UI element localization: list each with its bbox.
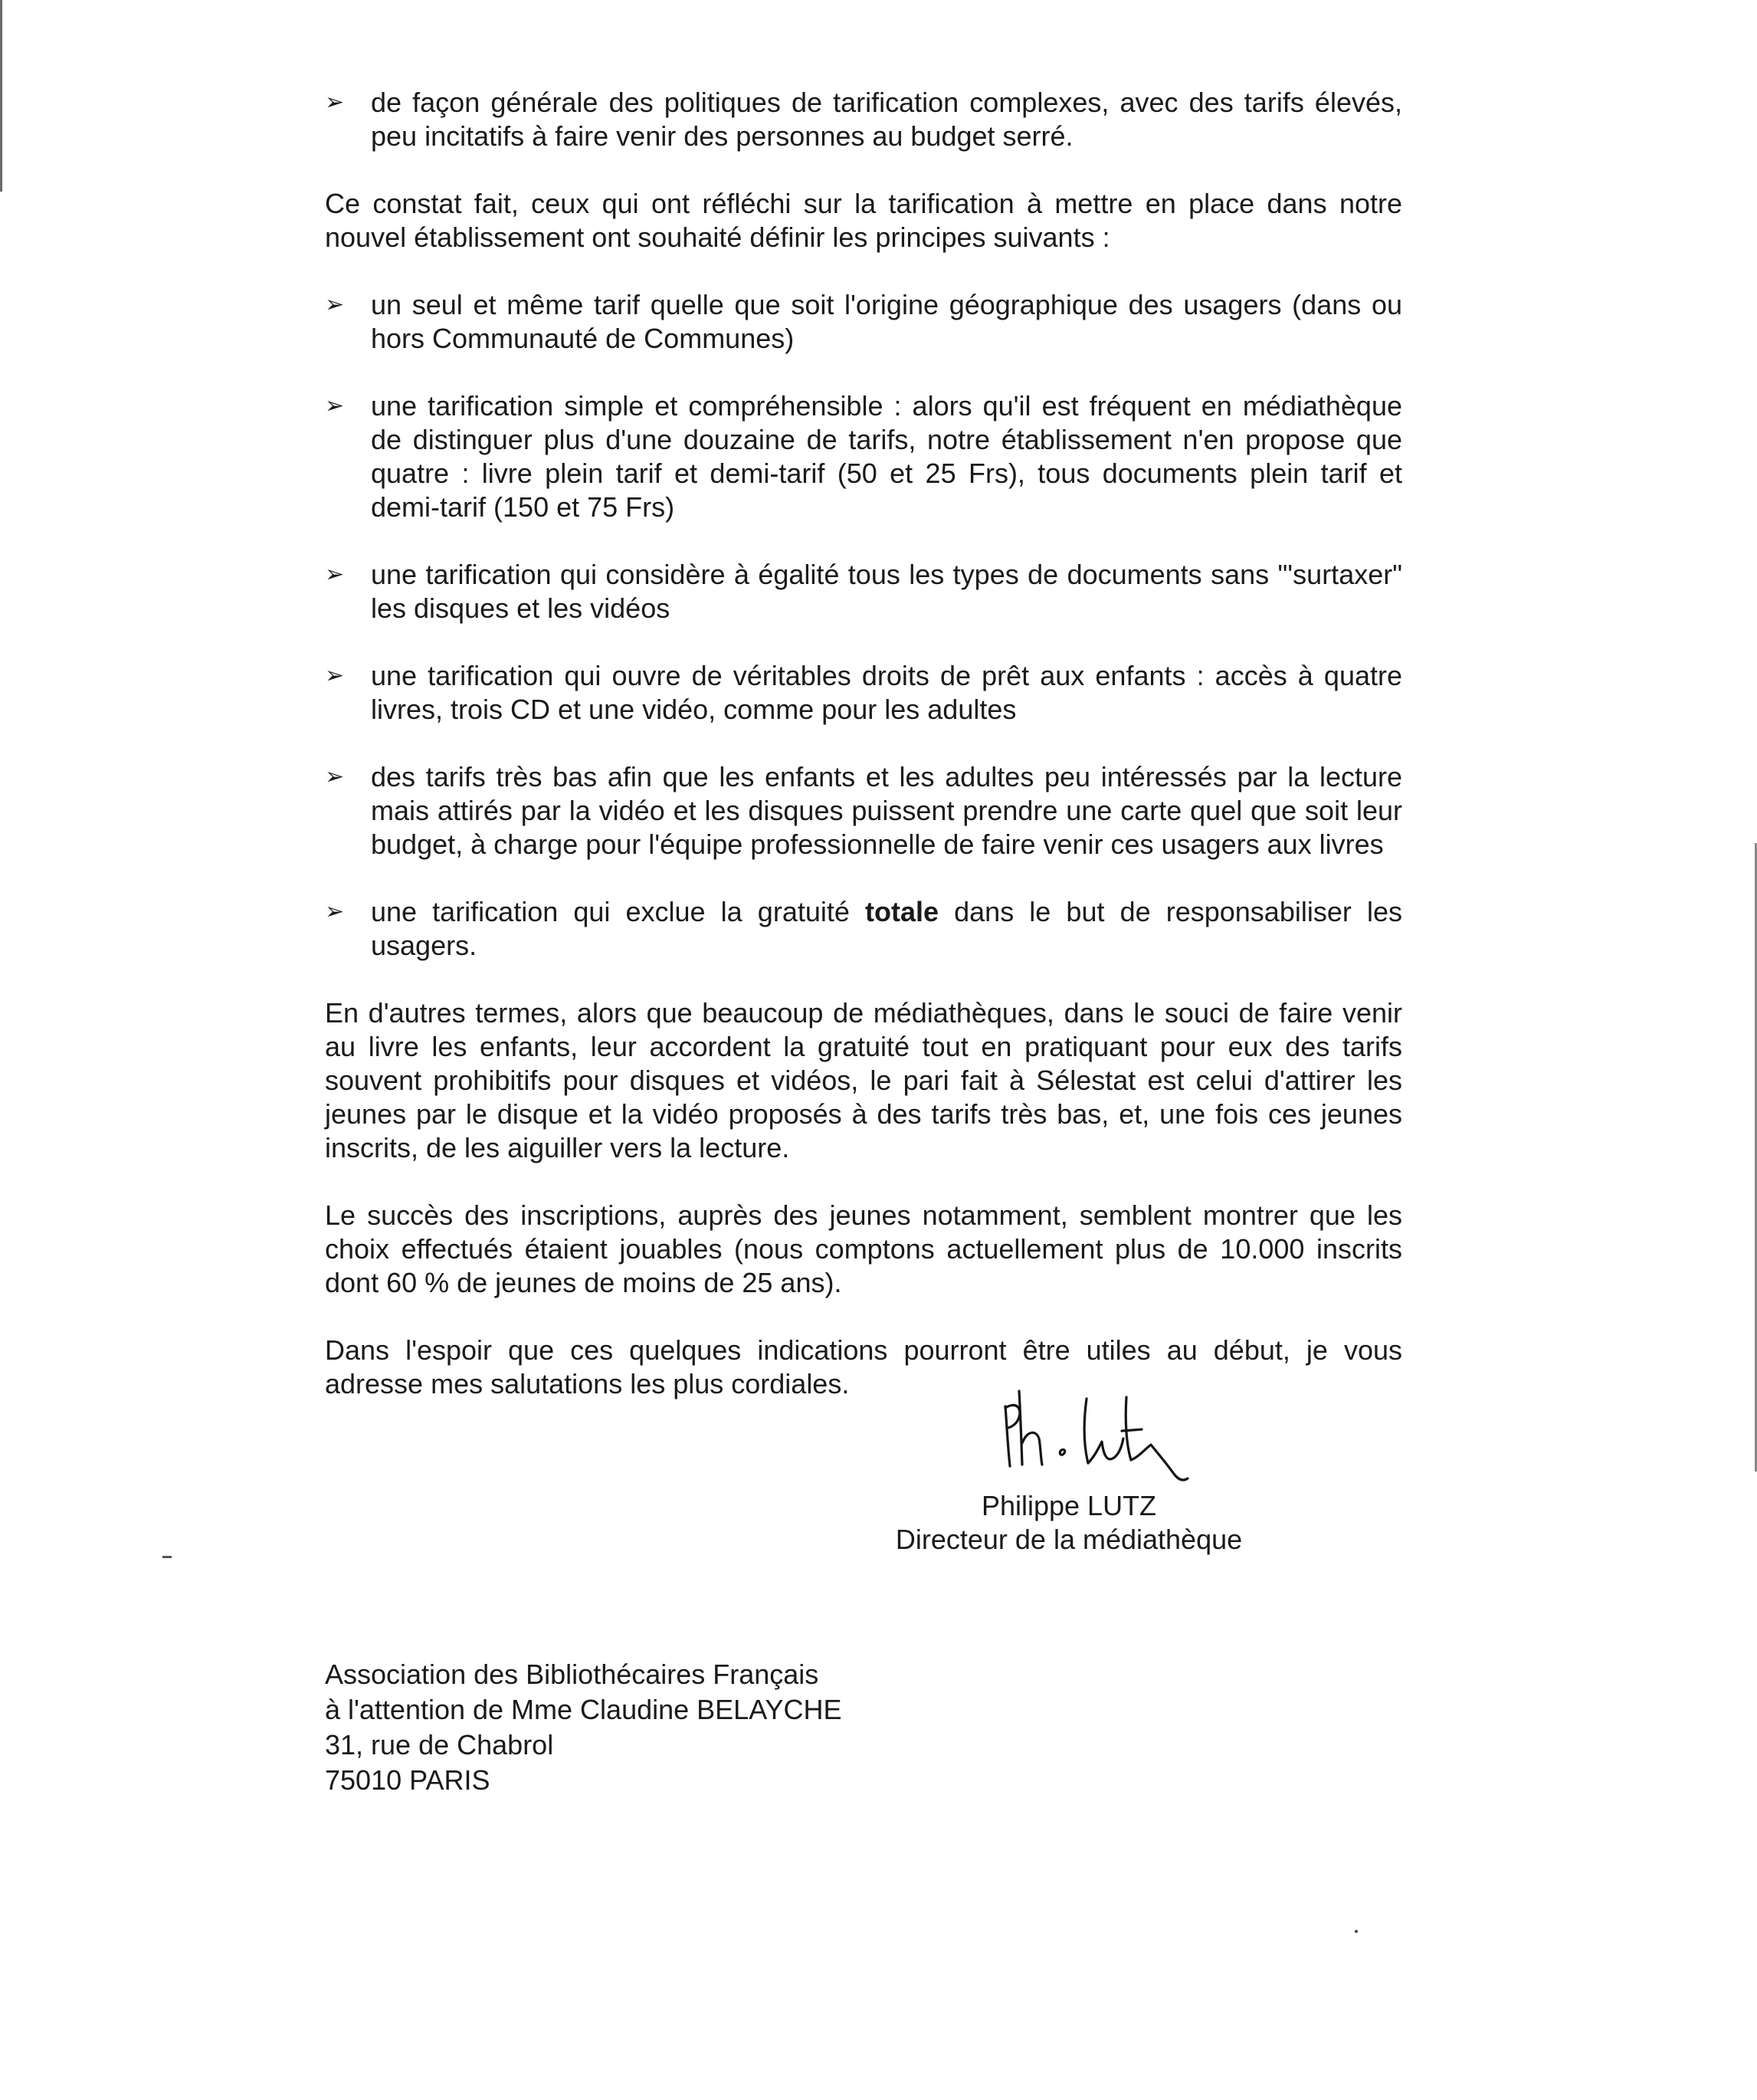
- principle-item: [325, 760, 1402, 861]
- principle-item: [325, 659, 1402, 727]
- arrow-bullet-icon: ➢: [325, 393, 345, 418]
- address-line: 31, rue de Chabrol: [325, 1729, 554, 1760]
- principle-text: une tarification simple et compréhensible : alors qu'il est fréquent en médiathèque de distinguer plus d'une douzaine de tarifs, notre établissement n'en propose que quatre : livre plein tarif et demi-tarif (50 et 25 Frs), tous documents plein tarif et demi-tarif (150 et 75 Frs): [371, 390, 1402, 523]
- body-paragraph: En d'autres termes, alors que beaucoup de médiathèques, dans le souci de faire venir au livre les enfants, leur accordent la gratuité tout en pratiquant pour eux des tarifs souvent prohibitifs pour disques et vidéos, le pari fait à Sélestat est celui d'attirer les jeunes par le disque et la vidéo proposés à des tarifs très bas, et, une fois ces jeunes inscrits, de les aiguiller vers la lecture.: [325, 997, 1402, 1163]
- arrow-bullet-icon: ➢: [325, 899, 345, 924]
- intro-paragraph: Ce constat fait, ceux qui ont réfléchi sur la tarification à mettre en place dans notre nouvel établissement ont souhaité définir les principes suivants :: [325, 188, 1402, 253]
- arrow-bullet-icon: ➢: [325, 562, 345, 587]
- address-line: 75010 PARIS: [325, 1764, 490, 1796]
- arrow-bullet-icon: ➢: [325, 90, 345, 115]
- principle-item: [325, 389, 1402, 524]
- principle-text-end: dans le but de responsabiliser les usagers.: [371, 896, 1402, 961]
- principle-text: des tarifs très bas afin que les enfants et les adultes peu intéressés par la lecture mais attirés par la vidéo et les disques puissent prendre une carte quel que soit leur budget, à charge pour l'équipe professionnelle de faire venir ces usagers aux livres: [371, 761, 1402, 860]
- handwritten-signature: [996, 1383, 1192, 1483]
- address-line: à l'attention de Mme Claudine BELAYCHE: [325, 1694, 842, 1725]
- body-paragraph: Le succès des inscriptions, auprès des jeunes notamment, semblent montrer que les choix effectués étaient jouables (nous comptons actuellement plus de 10.000 inscrits dont 60 % de jeunes de moins de 25 ans).: [325, 1199, 1402, 1298]
- letter-body: [325, 86, 1402, 1401]
- signature-block: [889, 1489, 1249, 1557]
- principle-item: [325, 558, 1402, 625]
- recipient-address: [325, 1657, 1015, 1798]
- bullet-text: de façon générale des politiques de tarification complexes, avec des tarifs élevés, peu incitatifs à faire venir des personnes au budget serré.: [371, 87, 1402, 152]
- principle-item: [325, 895, 1402, 963]
- arrow-bullet-icon: ➢: [325, 764, 345, 789]
- principle-text: une tarification qui considère à égalité tous les types de documents sans "'surtaxer" les disques et les vidéos: [371, 559, 1402, 624]
- principle-text: [371, 896, 1402, 961]
- address-line: Association des Bibliothécaires Français: [325, 1659, 819, 1690]
- principle-text: un seul et même tarif quelle que soit l'origine géographique des usagers (dans ou hors Communauté de Communes): [371, 289, 1402, 354]
- bullet-item: [325, 86, 1402, 153]
- principle-text: une tarification qui ouvre de véritables droits de prêt aux enfants : accès à quatre livres, trois CD et une vidéo, comme pour les adultes: [371, 660, 1402, 725]
- closing-paragraph: Dans l'espoir que ces quelques indications pourront être utiles au début, je vous adresse mes salutations les plus cordiales.: [325, 1334, 1402, 1399]
- signatory-name: Philippe LUTZ: [981, 1490, 1157, 1521]
- arrow-bullet-icon: ➢: [325, 663, 345, 688]
- margin-mark: [162, 1556, 172, 1558]
- principle-text-start: une tarification qui exclue la gratuité: [371, 896, 865, 927]
- scan-speck: [1355, 1930, 1358, 1933]
- scan-edge-left: [0, 0, 2, 192]
- arrow-bullet-icon: ➢: [325, 292, 345, 317]
- emphasized-word: totale: [865, 896, 939, 927]
- signatory-title: Directeur de la médiathèque: [895, 1524, 1243, 1555]
- principle-item: [325, 288, 1402, 356]
